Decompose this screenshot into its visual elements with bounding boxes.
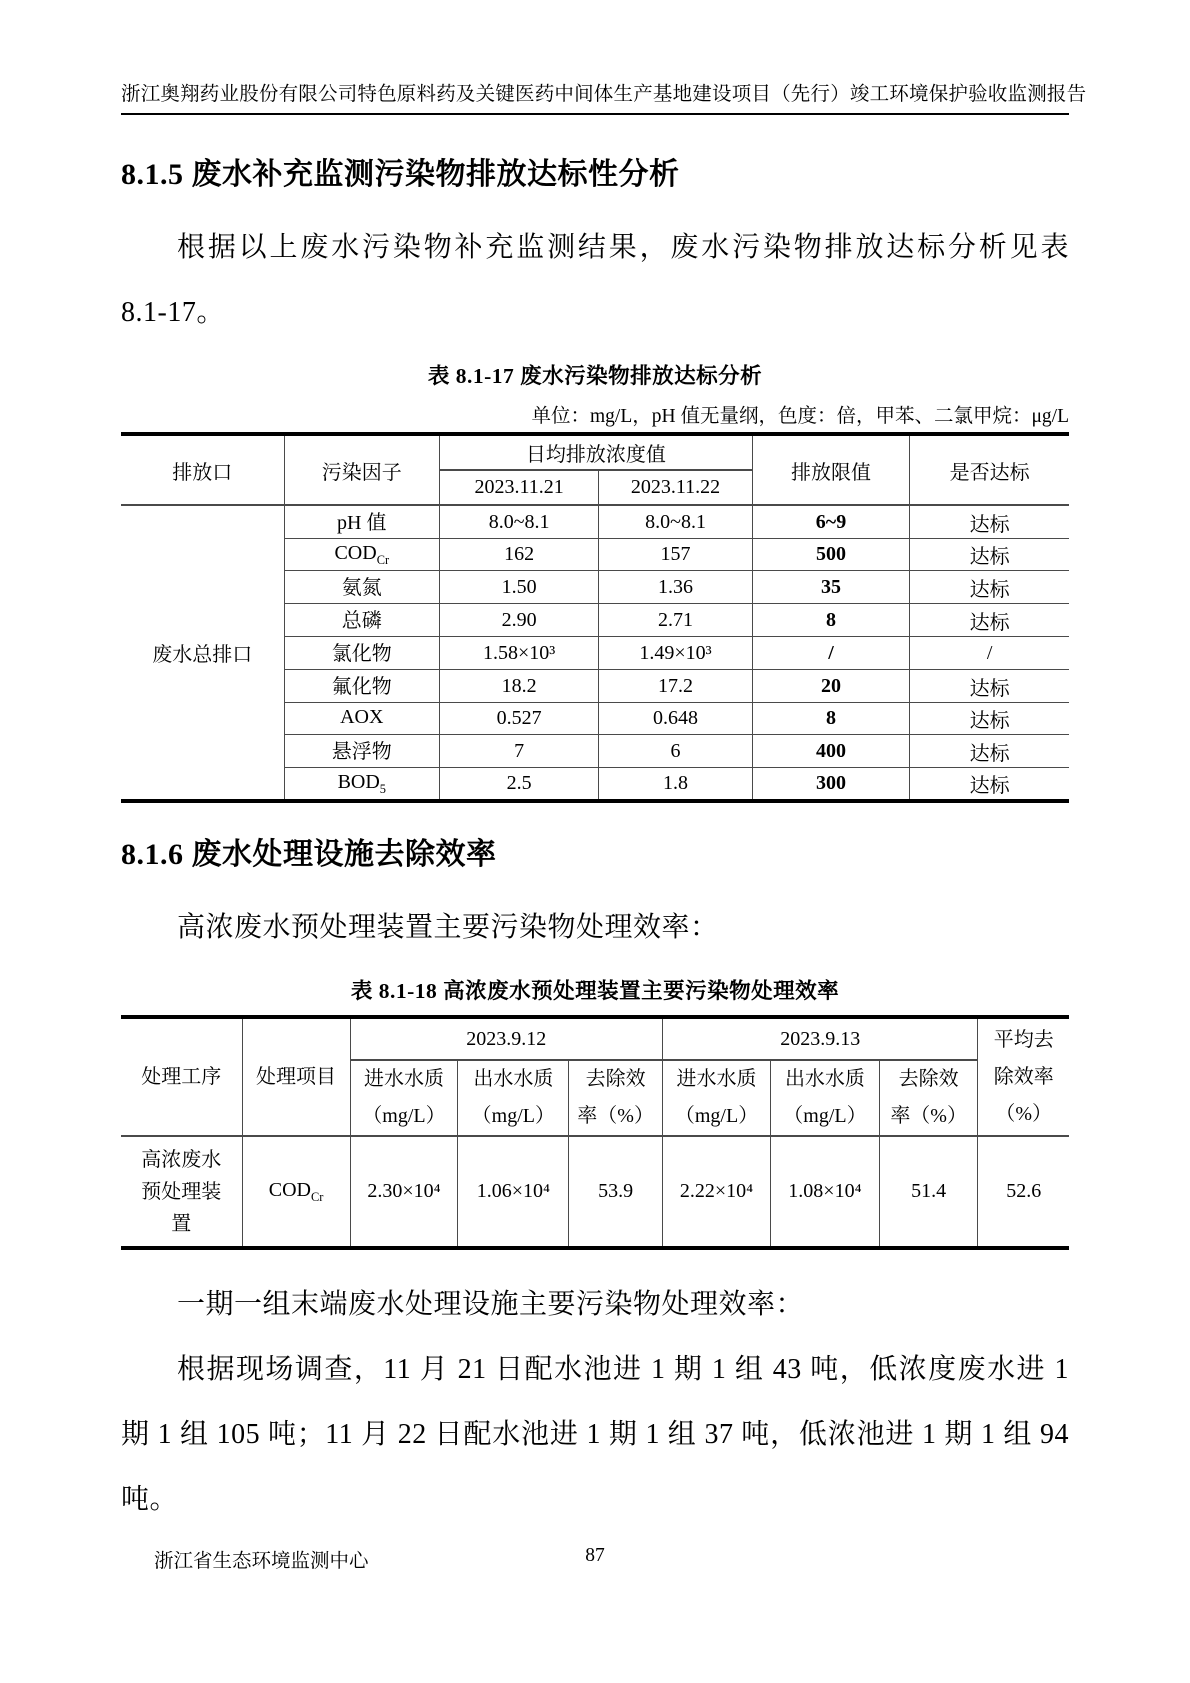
t17-status-cell: 达标 xyxy=(910,539,1069,571)
t18-item-cell xyxy=(242,1136,350,1248)
t17-status-cell: / xyxy=(910,637,1069,670)
t17-value-cell: 2.90 xyxy=(440,604,599,637)
factor-label: pH 值 xyxy=(337,512,387,534)
t17-limit-cell: 300 xyxy=(752,768,909,802)
t17-value-cell: 0.648 xyxy=(599,703,753,735)
t18-header-date2: 2023.9.13 xyxy=(663,1017,978,1060)
t17-status-cell: 达标 xyxy=(910,604,1069,637)
t17-factor-cell xyxy=(284,505,439,539)
t17-factor-cell xyxy=(284,703,439,735)
removal-line2: 率（%） xyxy=(577,1105,654,1127)
document-footer xyxy=(121,1545,1069,1573)
factor-label: BOD xyxy=(337,770,380,793)
t18-value-cell: 51.4 xyxy=(879,1136,978,1248)
t17-value-cell: 2.71 xyxy=(599,604,753,637)
t17-header-compliance: 是否达标 xyxy=(910,434,1069,505)
t17-value-cell: 8.0~8.1 xyxy=(440,505,599,539)
item-subscript: Cr xyxy=(310,1189,324,1204)
t17-limit-cell: / xyxy=(752,637,909,670)
factor-label: 氨氮 xyxy=(341,577,382,599)
t17-factor-cell xyxy=(284,670,439,703)
removal-line1: 去除效 xyxy=(898,1068,959,1090)
t18-header-outflow-1 xyxy=(458,1060,569,1136)
factor-subscript: 5 xyxy=(379,781,386,796)
t17-header-outlet: 排放口 xyxy=(121,434,284,505)
paragraph-8-1-5-line1: 根据以上废水污染物补充监测结果，废水污染物排放达标分析见表 xyxy=(177,232,1069,263)
t18-header-removal-2 xyxy=(879,1060,978,1136)
factor-label: 氟化物 xyxy=(331,676,392,698)
paragraph-8-1-6-intro: 高浓废水预处理装置主要污染物处理效率： xyxy=(177,912,719,943)
t17-status-cell: 达标 xyxy=(910,768,1069,802)
outflow-line1: 出水水质 xyxy=(784,1068,865,1090)
t17-factor-cell xyxy=(284,735,439,768)
t17-header-date2: 2023.11.22 xyxy=(599,470,753,505)
t17-status-cell: 达标 xyxy=(910,670,1069,703)
document-header: 浙江奥翔药业股份有限公司特色原料药及关键医药中间体生产基地建设项目（先行）竣工环境保护验收监测报告 xyxy=(121,78,1069,115)
t17-limit-cell: 20 xyxy=(752,670,909,703)
t17-limit-cell: 35 xyxy=(752,571,909,604)
t17-value-cell: 1.50 xyxy=(440,571,599,604)
t17-value-cell: 8.0~8.1 xyxy=(599,505,753,539)
footer-organization: 浙江省生态环境监测中心 xyxy=(154,1551,369,1572)
paragraph-survey-line1: 根据现场调查，11 月 21 日配水池进 1 期 1 组 43 吨，低浓度废水进 1 xyxy=(177,1354,1069,1385)
table-8-1-17 xyxy=(121,432,1069,803)
t17-status-cell: 达标 xyxy=(910,571,1069,604)
item-label: COD xyxy=(268,1178,311,1201)
t17-value-cell: 18.2 xyxy=(440,670,599,703)
t18-process-cell: 高浓废水预处理装置 xyxy=(121,1136,242,1248)
t17-value-cell: 17.2 xyxy=(599,670,753,703)
factor-label: 总磷 xyxy=(341,610,382,632)
table-row xyxy=(121,505,1069,539)
t18-value-cell: 2.22×10⁴ xyxy=(663,1136,771,1248)
t17-limit-cell: 6~9 xyxy=(752,505,909,539)
t18-header-date1: 2023.9.12 xyxy=(350,1017,663,1060)
t18-header-outflow-2 xyxy=(771,1060,880,1136)
t17-status-cell: 达标 xyxy=(910,735,1069,768)
t17-header-limit: 排放限值 xyxy=(752,434,909,505)
paragraph-survey-line2: 期 1 组 105 吨；11 月 22 日配水池进 1 期 1 组 37 吨，低浓池进 1 期 1 组 94 xyxy=(121,1419,1069,1450)
t17-header-row-1 xyxy=(121,434,1069,470)
t17-value-cell: 1.8 xyxy=(599,768,753,802)
t18-header-removal-1 xyxy=(569,1060,663,1136)
t18-value-cell: 53.9 xyxy=(569,1136,663,1248)
table-8-1-17-unit-note: 单位：mg/L，pH 值无量纲，色度：倍，甲苯、二氯甲烷：μg/L xyxy=(531,406,1069,427)
inflow-line1: 进水水质 xyxy=(363,1068,444,1090)
table-8-1-18-title: 表 8.1-18 高浓废水预处理装置主要污染物处理效率 xyxy=(350,979,840,1003)
outflow-line1: 出水水质 xyxy=(473,1068,554,1090)
inflow-line2: （mg/L） xyxy=(674,1105,759,1127)
t18-value-cell: 1.08×10⁴ xyxy=(771,1136,880,1248)
t17-factor-cell xyxy=(284,539,439,571)
t18-value-cell: 2.30×10⁴ xyxy=(350,1136,458,1248)
outflow-line2: （mg/L） xyxy=(471,1105,555,1127)
footer-page-number: 87 xyxy=(585,1545,605,1566)
table-8-1-17-title: 表 8.1-17 废水污染物排放达标分析 xyxy=(427,364,763,388)
t17-value-cell: 157 xyxy=(599,539,753,571)
factor-label: AOX xyxy=(340,705,384,728)
t17-limit-cell: 400 xyxy=(752,735,909,768)
t17-status-cell: 达标 xyxy=(910,703,1069,735)
t17-value-cell: 7 xyxy=(440,735,599,768)
inflow-line2: （mg/L） xyxy=(362,1105,446,1127)
factor-label: 悬浮物 xyxy=(331,741,392,763)
t17-header-daily-avg: 日均排放浓度值 xyxy=(440,434,753,470)
paragraph-phase1-intro: 一期一组末端废水处理设施主要污染物处理效率： xyxy=(177,1289,805,1320)
t17-value-cell: 2.5 xyxy=(440,768,599,802)
t17-limit-cell: 8 xyxy=(752,604,909,637)
t18-header-avg-removal xyxy=(978,1017,1069,1136)
outflow-line2: （mg/L） xyxy=(783,1105,867,1127)
t17-header-factor: 污染因子 xyxy=(284,434,439,505)
t17-outlet-cell: 废水总排口 xyxy=(121,505,284,801)
t17-factor-cell xyxy=(284,637,439,670)
t17-value-cell: 6 xyxy=(599,735,753,768)
factor-subscript: Cr xyxy=(376,552,390,567)
paragraph-survey-line3: 吨。 xyxy=(121,1484,179,1515)
table-8-1-18 xyxy=(121,1015,1069,1250)
removal-line2: 率（%） xyxy=(890,1105,967,1127)
t17-limit-cell: 8 xyxy=(752,703,909,735)
t17-limit-cell: 500 xyxy=(752,539,909,571)
avg-removal-line3: （%） xyxy=(995,1102,1053,1125)
section-heading-8-1-6: 8.1.6 废水处理设施去除效率 xyxy=(121,838,497,871)
t18-header-row-1 xyxy=(121,1017,1069,1060)
t17-value-cell: 0.527 xyxy=(440,703,599,735)
t17-header-date1: 2023.11.21 xyxy=(440,470,599,505)
t17-status-cell: 达标 xyxy=(910,505,1069,539)
t17-factor-cell xyxy=(284,768,439,802)
t18-avg-cell: 52.6 xyxy=(978,1136,1069,1248)
t18-header-inflow-2 xyxy=(663,1060,771,1136)
table-row xyxy=(121,1136,1069,1248)
inflow-line1: 进水水质 xyxy=(676,1068,757,1090)
removal-line1: 去除效 xyxy=(585,1068,646,1090)
t18-value-cell: 1.06×10⁴ xyxy=(458,1136,569,1248)
t18-header-process: 处理工序 xyxy=(121,1017,242,1136)
avg-removal-line1: 平均去 xyxy=(993,1028,1054,1051)
factor-label: 氯化物 xyxy=(331,643,392,665)
factor-label: COD xyxy=(334,541,377,564)
t17-factor-cell xyxy=(284,571,439,604)
section-heading-8-1-5: 8.1.5 废水补充监测污染物排放达标性分析 xyxy=(121,158,680,191)
paragraph-8-1-5-line2: 8.1-17。 xyxy=(121,297,225,328)
t17-value-cell: 1.49×10³ xyxy=(599,637,753,670)
t18-header-inflow-1 xyxy=(350,1060,458,1136)
t18-header-item: 处理项目 xyxy=(242,1017,350,1136)
t17-value-cell: 1.58×10³ xyxy=(440,637,599,670)
avg-removal-line2: 除效率 xyxy=(993,1065,1054,1088)
t17-factor-cell xyxy=(284,604,439,637)
t17-value-cell: 162 xyxy=(440,539,599,571)
t17-value-cell: 1.36 xyxy=(599,571,753,604)
